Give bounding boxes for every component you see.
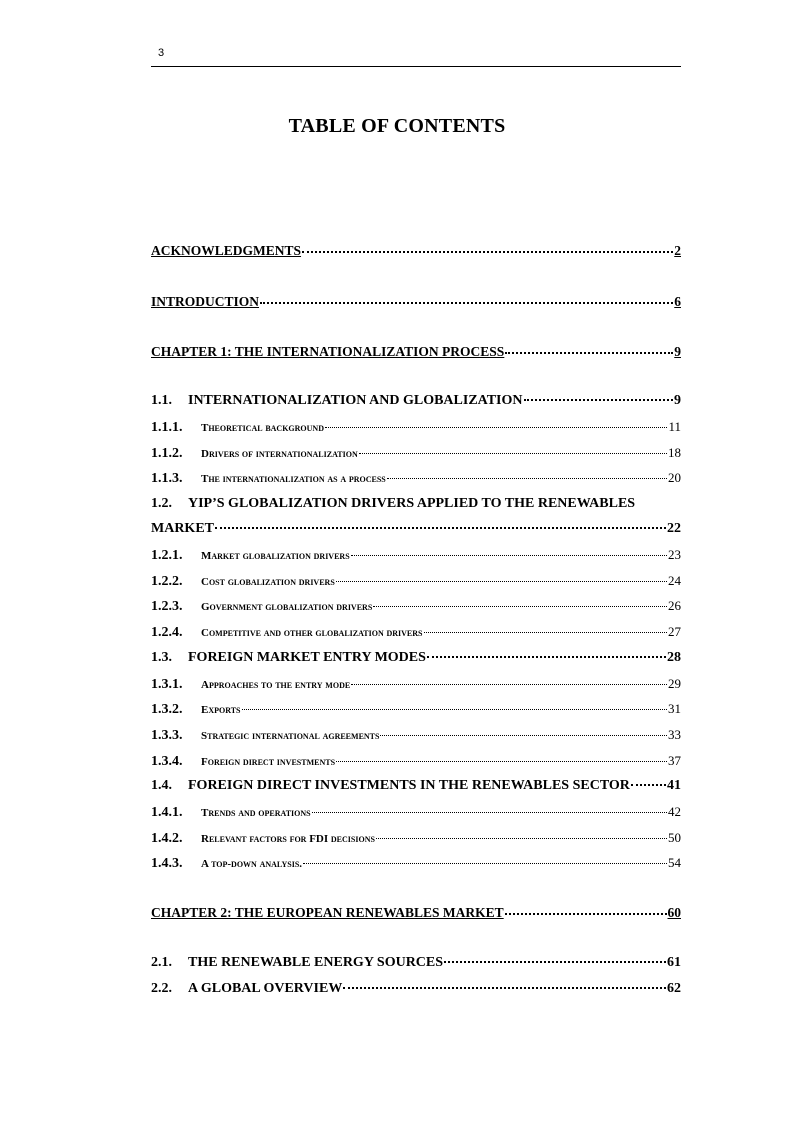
toc-label: Competitive and other globalization drivers [201,627,423,639]
dot-leader [336,581,667,582]
toc-number: 2.2. [151,981,172,996]
dot-leader [351,684,667,685]
toc-number: 1.3.2. [151,702,183,717]
toc-page: 18 [668,445,681,460]
toc-label: Trends and operations [201,807,311,819]
toc-number: 1.4.1. [151,805,183,820]
toc-label: INTERNATIONALIZATION AND GLOBALIZATION [188,393,523,408]
dot-leader [505,913,667,915]
toc-entry-1-1-1[interactable] [151,418,681,436]
toc-label: ACKNOWLEDGMENTS [151,243,302,258]
toc-label: Theoretical background [201,422,324,434]
toc-label: Exports [201,704,241,716]
toc-entry-introduction[interactable] [151,293,681,311]
page-title: TABLE OF CONTENTS [288,115,506,137]
toc-entry-1-2-1[interactable] [151,546,681,564]
toc-number: 1.2.1. [151,548,183,563]
toc-entry-2-1[interactable] [151,954,681,972]
toc-label: Strategic international agreements [201,730,380,742]
toc-entry-1-3-2[interactable] [151,700,681,718]
toc-label: Government globalization drivers [201,601,373,613]
toc-number: 1.1. [151,393,172,408]
toc-page: 60 [667,905,681,920]
toc-label: FOREIGN DIRECT INVESTMENTS IN THE RENEWABLES SECTOR [188,778,630,793]
toc-page: 31 [668,701,681,716]
dot-leader [524,399,673,401]
toc-label: The internationalization as a process [201,473,386,485]
page-number: 3 [158,47,165,59]
toc-number: 1.2. [151,496,172,511]
toc-number: 1.2.3. [151,599,183,614]
dot-leader [444,961,666,963]
toc-page: 2 [674,243,681,258]
dot-leader [376,838,667,839]
toc-page: 61 [667,955,681,970]
toc-label: FOREIGN MARKET ENTRY MODES [188,650,426,665]
dot-leader [505,352,673,354]
toc-label: YIP’S GLOBALIZATION DRIVERS APPLIED TO THE RENEWABLES [188,496,636,511]
dot-leader [312,812,667,813]
toc-page: 26 [668,598,681,613]
dot-leader [427,656,666,658]
toc-page: 33 [668,727,681,742]
toc-number: 1.3.4. [151,754,183,769]
toc-label: CHAPTER 1: THE INTERNATIONALIZATION PROCESS [151,344,505,359]
toc-entry-2-2[interactable] [151,980,681,998]
toc-page: 23 [668,547,681,562]
toc-page: 28 [667,650,681,665]
dot-leader [215,527,666,529]
dot-leader [359,453,667,454]
toc-page: 9 [674,393,681,408]
toc-label: Relevant factors for FDI decisions [201,833,375,845]
toc-page: 37 [668,753,681,768]
dot-leader [631,784,666,786]
toc-entry-1-3-1[interactable] [151,675,681,693]
toc-entry-1-2-2[interactable] [151,572,681,590]
toc-number: 1.3. [151,650,172,665]
toc-entry-1-1[interactable] [151,392,681,410]
toc-entry-1-3[interactable] [151,649,681,667]
toc-label: Drivers of internationalization [201,448,358,460]
dot-leader [242,709,667,710]
toc-entry-1-4-1[interactable] [151,803,681,821]
toc-page: 50 [668,830,681,845]
toc-label-continued: MARKET [151,521,214,536]
toc-page: 54 [668,855,681,870]
toc-page: 22 [667,521,681,536]
dot-leader [336,761,667,762]
toc-label: A top-down analysis. [201,858,303,870]
dot-leader [351,555,667,556]
toc-entry-1-1-2[interactable] [151,444,681,462]
toc-entry-acknowledgments[interactable] [151,242,681,260]
toc-entry-1-3-3[interactable] [151,726,681,744]
toc-entry-1-2-continued[interactable] [151,520,681,538]
toc-page: 29 [668,676,681,691]
toc-number: 1.4.2. [151,831,183,846]
dot-leader [302,251,673,253]
toc-number: 1.4.3. [151,856,183,871]
toc-entry-1-1-3[interactable] [151,469,681,487]
dot-leader [387,478,667,479]
dot-leader [260,302,673,304]
toc-number: 1.1.3. [151,471,183,486]
toc-number: 1.1.2. [151,446,183,461]
dot-leader [380,735,667,736]
toc-label: CHAPTER 2: THE EUROPEAN RENEWABLES MARKET [151,905,504,920]
toc-entry-1-2-4[interactable] [151,623,681,641]
toc-entry-chapter-1[interactable] [151,343,681,361]
toc-entry-1-4[interactable] [151,777,681,795]
toc-label: A GLOBAL OVERVIEW [188,981,343,996]
toc-label: Foreign direct investments [201,756,336,768]
dot-leader [303,863,667,864]
toc-number: 1.3.1. [151,677,183,692]
toc-number: 1.3.3. [151,728,183,743]
toc-page: 9 [674,344,681,359]
toc-label: Market globalization drivers [201,550,350,562]
dot-leader [325,427,667,428]
toc-page: 24 [668,573,681,588]
toc-page: 62 [667,981,681,996]
toc-entry-1-3-4[interactable] [151,752,681,770]
toc-page: 20 [668,470,681,485]
toc-entry-1-4-3[interactable] [151,854,681,872]
dot-leader [343,987,666,989]
dot-leader [424,632,668,633]
toc-page: 27 [668,624,681,639]
toc-entry-chapter-2[interactable] [151,904,681,922]
toc-number: 2.1. [151,955,172,970]
toc-entry-1-4-2[interactable] [151,829,681,847]
toc-entry-1-2-3[interactable] [151,597,681,615]
toc-number: 1.2.2. [151,574,183,589]
toc-page: 6 [674,294,681,309]
toc-page: 11 [668,419,681,434]
dot-leader [373,606,667,607]
toc-page: 41 [667,778,681,793]
toc-number: 1.2.4. [151,625,183,640]
toc-number: 1.4. [151,778,172,793]
toc-page: 42 [668,804,681,819]
toc-label: INTRODUCTION [151,294,260,309]
toc-label: THE RENEWABLE ENERGY SOURCES [188,955,444,970]
toc-label: Cost globalization drivers [201,576,335,588]
toc-number: 1.1.1. [151,420,183,435]
toc-entry-1-2[interactable] [151,495,681,513]
toc-label: Approaches to the entry mode [201,679,351,691]
page-header [151,47,681,67]
